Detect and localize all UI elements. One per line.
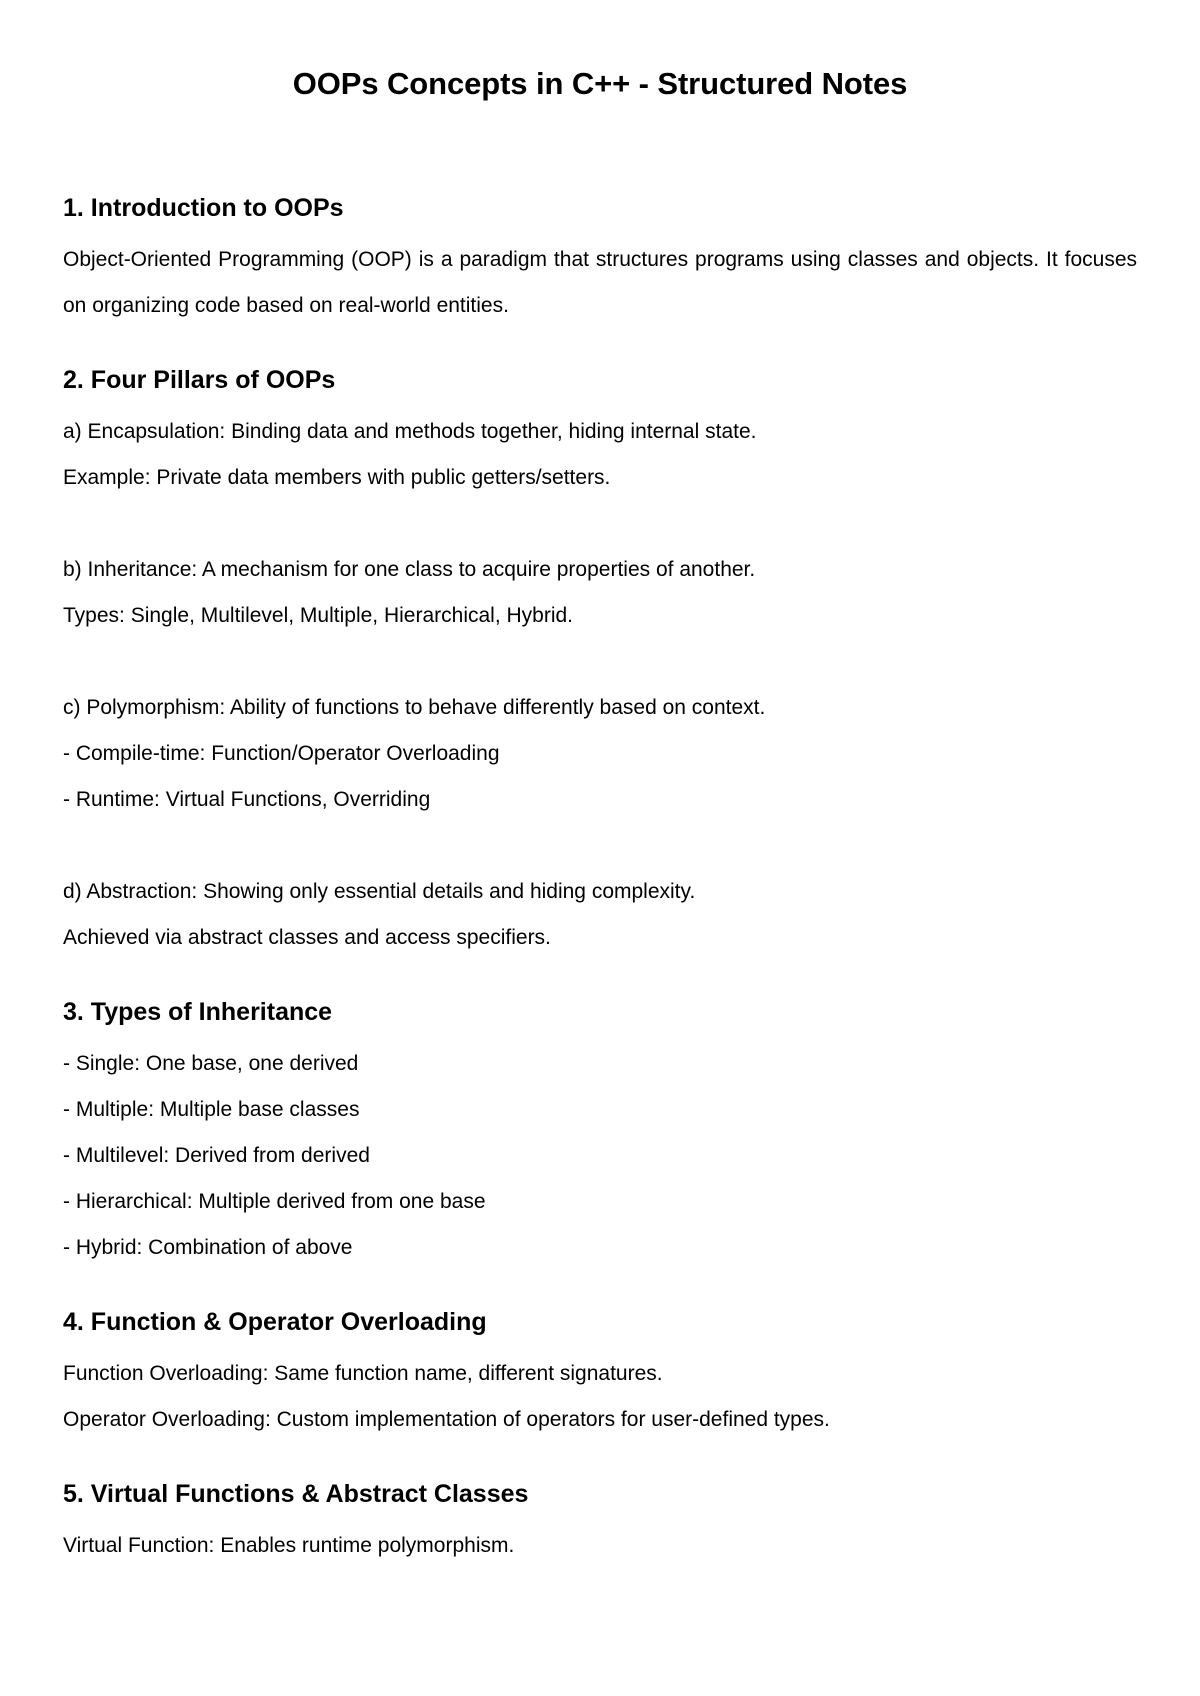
text-line: Function Overloading: Same function name, different signatures.	[63, 1362, 663, 1385]
text-line: Achieved via abstract classes and access specifiers.	[63, 926, 551, 949]
spacer	[63, 823, 1137, 869]
list-item: - Multilevel: Derived from derived	[63, 1144, 370, 1167]
section-body	[63, 237, 1137, 329]
spacer	[63, 501, 1137, 547]
section-body	[63, 409, 1137, 961]
list-item: - Multiple: Multiple base classes	[63, 1098, 360, 1121]
section-heading: 4. Function & Operator Overloading	[63, 1308, 487, 1336]
section-heading: 1. Introduction to OOPs	[63, 194, 344, 222]
text-line: b) Inheritance: A mechanism for one class to acquire properties of another.	[63, 558, 756, 581]
text-line: Operator Overloading: Custom implementation of operators for user-defined types.	[63, 1408, 830, 1431]
section-body	[63, 1351, 1137, 1443]
text-line: Virtual Function: Enables runtime polymorphism.	[63, 1534, 515, 1557]
spacer	[63, 639, 1137, 685]
pillar-polymorphism	[63, 685, 1137, 823]
section-overloading	[63, 1305, 1137, 1443]
section-introduction	[63, 191, 1137, 329]
text-line: - Runtime: Virtual Functions, Overriding	[63, 788, 431, 811]
pillar-encapsulation	[63, 409, 1137, 501]
text-line: Types: Single, Multilevel, Multiple, Hierarchical, Hybrid.	[63, 604, 574, 627]
pillar-abstraction	[63, 869, 1137, 961]
list-item: - Hybrid: Combination of above	[63, 1236, 353, 1259]
page-title: OOPs Concepts in C++ - Structured Notes	[292, 66, 908, 101]
section-types-of-inheritance	[63, 995, 1137, 1271]
section-body	[63, 1523, 1137, 1569]
list-item: - Single: One base, one derived	[63, 1052, 359, 1075]
pillar-inheritance	[63, 547, 1137, 639]
section-heading: 5. Virtual Functions & Abstract Classes	[63, 1480, 529, 1508]
section-heading: 3. Types of Inheritance	[63, 998, 333, 1026]
text-line: a) Encapsulation: Binding data and methods together, hiding internal state.	[63, 420, 757, 443]
section-virtual-functions	[63, 1477, 1137, 1569]
paragraph: Object-Oriented Programming (OOP) is a paradigm that structures programs using classes and objects. It focuses on organizing code based on real-world entities.	[63, 248, 1137, 317]
list-item: - Hierarchical: Multiple derived from one base	[63, 1190, 486, 1213]
text-line: - Compile-time: Function/Operator Overloading	[63, 742, 500, 765]
text-line: Example: Private data members with public getters/setters.	[63, 466, 611, 489]
text-line: c) Polymorphism: Ability of functions to behave differently based on context.	[63, 696, 766, 719]
section-four-pillars	[63, 363, 1137, 961]
text-line: d) Abstraction: Showing only essential details and hiding complexity.	[63, 880, 696, 903]
section-body	[63, 1041, 1137, 1271]
section-heading: 2. Four Pillars of OOPs	[63, 366, 336, 394]
